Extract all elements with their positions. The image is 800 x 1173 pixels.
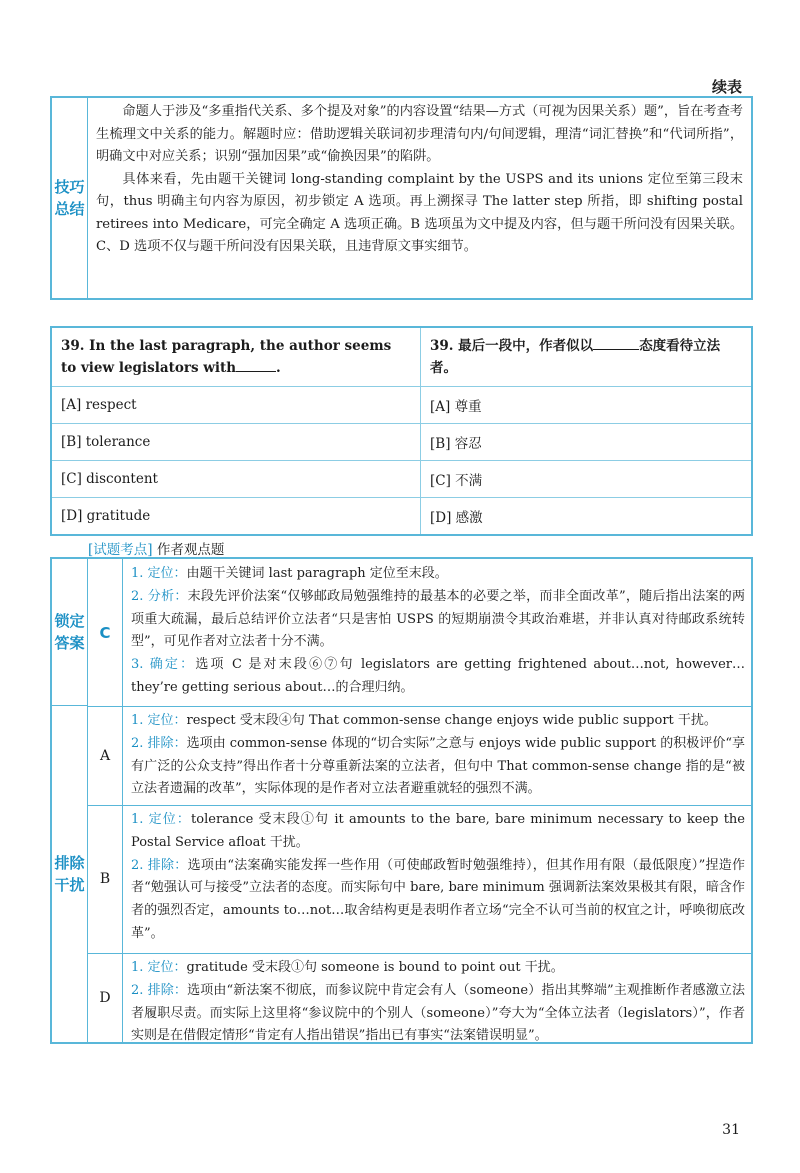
analysis-step	[131, 563, 745, 586]
step-text: 选项由“新法案不彻底，而参议院中肯定会有人（someone）指出其弊端”主观推断作者感激立法者履职尽责。而实际上这里将“参议院中的个别人（someone）”夸大为“全体立法者（legislators）”，作者实则是在借假定情形“肯定有人指出错误”指出已有事实“法案错误明显”。	[131, 982, 745, 1044]
correct-answer-row	[88, 559, 751, 707]
distractor-letter: D	[88, 953, 123, 1042]
step-text: 末段先评价法案“仅够邮政局勉强维持的最基本的必要之举，而非全面改革”，随后指出法案的两项重大疏漏，最后总结评价立法者“只是害怕 USPS 的短期崩溃令其政治难堪，并非认真对待邮政系统转型”，可见作者对立法者十分不满。	[131, 588, 745, 650]
answer-blank	[236, 359, 276, 372]
distractor-letter: B	[88, 805, 123, 953]
analysis-step	[131, 586, 745, 654]
question-row	[51, 327, 752, 387]
analysis-step	[131, 980, 745, 1048]
continuation-label: 续表	[711, 78, 742, 96]
option-en: [A] respect	[51, 387, 421, 424]
option-cn: [B] 容忍	[421, 424, 753, 461]
tips-summary-box	[50, 96, 753, 300]
correct-analysis	[131, 563, 745, 700]
lock-answer-label	[52, 559, 88, 706]
question-type-text: 作者观点题	[156, 542, 225, 558]
step-label: 1. 定位：	[131, 960, 187, 975]
answer-blank-cn	[593, 337, 639, 350]
distractor-letter: A	[88, 706, 123, 805]
step-text: respect 受末段④句 That common-sense change enjoys wide public support 干扰。	[186, 713, 717, 728]
option-row	[51, 461, 752, 498]
step-text: 选项 C 是对末段⑥⑦句 legislators are getting frightened about…not, however…they’re getting serious about…的合理归纳。	[131, 657, 745, 695]
distractor-analysis	[131, 957, 745, 1048]
question-cn-end: 态度看待立法者。	[430, 338, 721, 376]
step-text: 由题干关键词 last paragraph 定位至末段。	[186, 566, 448, 581]
step-label: 2. 分析：	[131, 588, 188, 604]
step-label: 3. 确定：	[131, 657, 196, 673]
option-en: [B] tolerance	[51, 424, 421, 461]
distractor-analysis	[131, 809, 745, 946]
question-en-text: 39. In the last paragraph, the author seems to view legislators with	[61, 338, 392, 376]
tips-summary-label-text: 技巧 总结	[54, 178, 85, 218]
question-cn-text: 39. 最后一段中，作者似以	[430, 338, 594, 354]
step-text: tolerance 受末段①句 it amounts to the bare, bare minimum necessary to keep the Postal Service afloat 干扰。	[131, 812, 745, 850]
option-row	[51, 424, 752, 461]
question-type-line	[88, 538, 224, 558]
step-text: 选项由 common-sense 体现的“切合实际”之意与 enjoys wide public support 的积极评价“享有广泛的公众支持”得出作者十分尊重新法案的立法者，但句中 That common-sense change 指的是“被立法者遗漏的改革”，实际体现的是作者对立法者避重就轻的强烈不满。	[131, 735, 745, 797]
analysis-step	[131, 809, 745, 855]
analysis-step	[131, 855, 745, 946]
option-cn: [A] 尊重	[421, 387, 753, 424]
lock-answer-label-text: 锁定 答案	[54, 612, 85, 652]
tips-paragraph-2: 具体来看，先由题干关键词 long-standing complaint by the USPS and its unions 定位至第三段末句，thus 明确主句内容为原因，初步锁定 A 选项。再上溯探寻 The latter step 所指，即 shifting postal retirees into Medicare，可完全确定 A 选项正确。B 选项虽为文中提及内容，但与题干所问没有因果关联。C、D 选项不仅与题干所问没有因果关联，且违背原文事实细节。	[96, 171, 743, 254]
distractor-row	[88, 953, 751, 1042]
distractor-row	[88, 805, 751, 954]
tips-summary-label	[52, 98, 88, 298]
step-label: 1. 定位：	[131, 812, 192, 827]
exclude-distractors-label	[52, 706, 88, 1042]
analysis-step	[131, 733, 745, 801]
tips-summary-content	[96, 101, 743, 259]
step-text: gratitude 受末段①句 someone is bound to point out 干扰。	[186, 960, 564, 975]
step-text: 选项由“法案确实能发挥一些作用（可使邮政暂时勉强维持），但其作用有限（最低限度）”捏造作者“勉强认可与接受”立法者的态度。而实际句中 bare, bare minimum 强调新法案效果极其有限，暗含作者的强烈否定，amounts to…not…取舍结构更是表明作者立场“完全不认可当前的权宜之计，呼唤彻底改革”。	[131, 857, 745, 941]
step-label: 1. 定位：	[131, 566, 187, 581]
question-type-tag: [试题考点]	[88, 542, 153, 558]
analysis-step	[131, 710, 745, 733]
answer-analysis-box	[50, 557, 753, 1044]
analysis-step	[131, 654, 745, 700]
step-label: 1. 定位：	[131, 713, 187, 728]
correct-letter: C	[88, 559, 123, 706]
option-en: [D] gratitude	[51, 498, 421, 536]
distractor-analysis	[131, 710, 745, 801]
exclude-distractors-label-text: 排除 干扰	[54, 854, 85, 894]
step-label: 2. 排除：	[131, 735, 187, 751]
question-en	[51, 327, 421, 387]
step-label: 2. 排除：	[131, 857, 188, 873]
analysis-step	[131, 957, 745, 980]
option-row	[51, 387, 752, 424]
page-number: 31	[722, 1122, 740, 1138]
tips-paragraph-1: 命题人于涉及“多重指代关系、多个提及对象”的内容设置“结果—方式（可视为因果关系）题”，旨在考查考生梳理文中关系的能力。解题时应：借助逻辑关联词初步理清句内/句间逻辑，理清“词汇替换”和“代词所指”，明确文中对应关系；识别“强加因果”或“偷换因果”的陷阱。	[96, 104, 743, 164]
question-en-end: .	[276, 360, 281, 376]
question-table	[50, 326, 753, 536]
step-label: 2. 排除：	[131, 982, 188, 998]
question-cn	[421, 327, 753, 387]
option-cn: [D] 感激	[421, 498, 753, 536]
distractor-row	[88, 706, 751, 806]
option-row	[51, 498, 752, 536]
option-cn: [C] 不满	[421, 461, 753, 498]
option-en: [C] discontent	[51, 461, 421, 498]
